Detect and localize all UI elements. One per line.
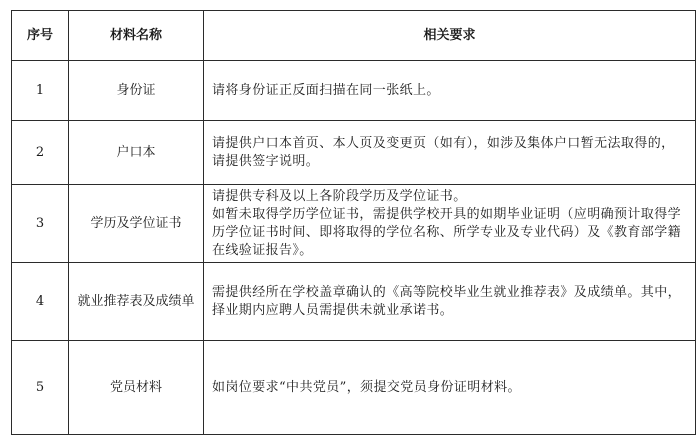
- table-row: [12, 185, 696, 263]
- header-index: 序号: [12, 11, 69, 61]
- table-row: [12, 121, 696, 185]
- row-material: 户口本: [69, 121, 204, 185]
- requirement-line: 择业期内应聘人员需提供未就业承诺书。: [212, 302, 454, 318]
- row-material: 就业推荐表及成绩单: [69, 263, 204, 341]
- header-requirement: 相关要求: [204, 11, 696, 61]
- requirement-line: 如岗位要求“中共党员”，须提交党员身份证明材料。: [212, 379, 521, 395]
- row-index: 2: [12, 121, 69, 185]
- requirement-line: 请提供户口本首页、本人页及变更页（如有），如涉及集体户口暂无法取得的，: [212, 135, 675, 151]
- requirement-line: 需提供经所在学校盖章确认的《高等院校毕业生就业推荐表》及成绩单。其中，: [212, 284, 682, 300]
- row-material: 党员材料: [69, 341, 204, 435]
- requirement-line: 在线验证报告》。: [212, 242, 313, 258]
- table-row: [12, 341, 696, 435]
- row-requirement: [204, 61, 696, 121]
- table-row: [12, 263, 696, 341]
- materials-table: [11, 10, 696, 435]
- requirement-line: 请提供专科及以上各阶段学历及学位证书。: [212, 188, 467, 204]
- row-index: 1: [12, 61, 69, 121]
- row-index: 5: [12, 341, 69, 435]
- requirement-line: 请将身份证正反面扫描在同一张纸上。: [212, 82, 440, 98]
- row-requirement: [204, 263, 696, 341]
- row-index: 3: [12, 185, 69, 263]
- row-requirement: [204, 341, 696, 435]
- row-material: 身份证: [69, 61, 204, 121]
- table-header-row: [12, 11, 696, 61]
- requirement-line: 如暂未取得学历学位证书，需提供学校开具的如期毕业证明（应明确预计取得学: [212, 206, 682, 222]
- row-material: 学历及学位证书: [69, 185, 204, 263]
- row-requirement: [204, 185, 696, 263]
- table-row: [12, 61, 696, 121]
- requirement-line: 请提供签字说明。: [212, 153, 320, 169]
- row-requirement: [204, 121, 696, 185]
- row-index: 4: [12, 263, 69, 341]
- requirement-line: 历学位证书时间、即将取得的学位名称、所学专业及专业代码）及《教育部学籍: [212, 224, 682, 240]
- header-material: 材料名称: [69, 11, 204, 61]
